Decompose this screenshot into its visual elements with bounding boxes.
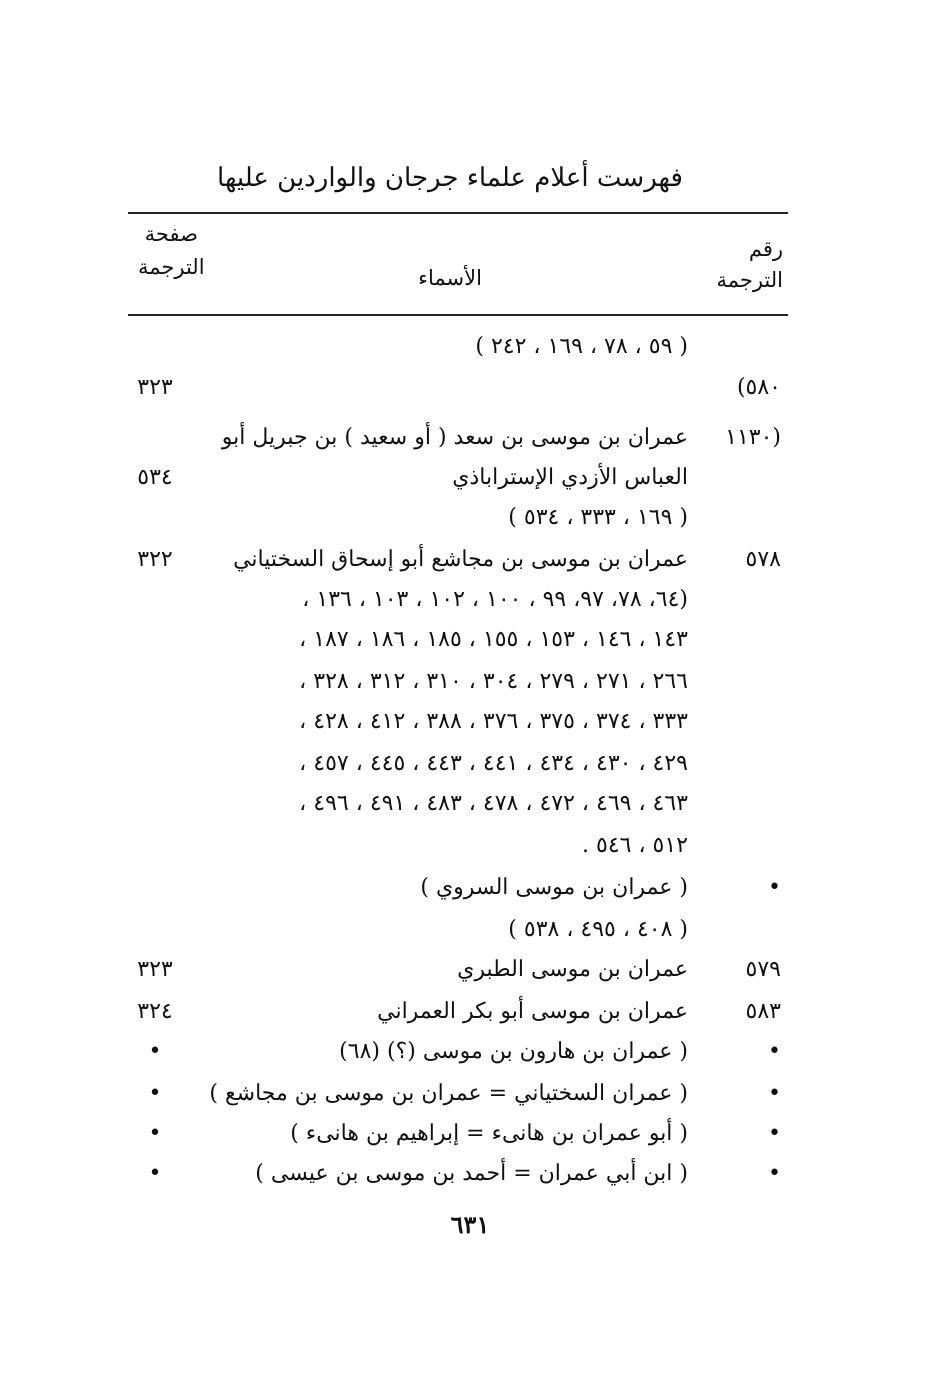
table-row [0,1154,943,1194]
entry-text: ٤٢٩ ، ٤٣٠ ، ٤٣٤ ، ٤٤١ ، ٤٤٣ ، ٤٤٥ ، ٤٥٧ ، [299,751,688,776]
column-header-number-line1: رقم [748,237,783,261]
entry-text: ٣٣٣ ، ٣٧٤ ، ٣٧٥ ، ٣٧٦ ، ٣٨٨ ، ٤١٢ ، ٤٢٨ ، [299,709,688,734]
entry-page: ٣٢٢ [137,547,173,572]
table-row [0,992,943,1032]
table-row [0,910,943,950]
column-header-names: الأسماء [418,266,482,290]
table-row [0,868,943,908]
table-row [0,1114,943,1154]
entry-page: ٣٢٤ [137,999,173,1024]
entry-text: ( أبو عمران بن هانىء = إبراهيم بن هانىء ) [290,1121,688,1146]
entry-page: • [148,1161,162,1186]
table-row [0,620,943,660]
entry-number: ٥٧٨ [745,547,781,572]
entry-text: ١٤٣ ، ١٤٦ ، ١٥٣ ، ١٥٥ ، ١٨٥ ، ١٨٦ ، ١٨٧ ، [299,627,688,652]
entry-number: • [768,875,781,900]
table-row [0,784,943,824]
entry-number: • [768,1039,781,1064]
page-number: ٦٣١ [450,1210,490,1239]
entry-text: ( عمران السختياني = عمران بن موسى بن مجاشع ) [209,1081,688,1106]
entry-number: ٥٨٠) [736,375,781,400]
entry-text: عمران بن موسى الطبري [457,957,688,982]
table-row [0,662,943,702]
table-row [0,418,943,458]
header-top-rule [128,212,788,214]
entry-number: • [768,1081,781,1106]
entry-text: ٢٦٦ ، ٢٧١ ، ٢٧٩ ، ٣٠٤ ، ٣١٠ ، ٣١٢ ، ٣٢٨ ، [299,669,688,694]
table-row [0,1032,943,1072]
entry-text: ( ١٦٩ ، ٣٣٣ ، ٥٣٤ ) [508,505,688,530]
entry-text: ٥١٢ ، ٥٤٦ . [582,833,688,858]
table-row [0,498,943,538]
entry-text: ( ابن أبي عمران = أحمد بن موسى بن عيسى ) [255,1161,688,1186]
table-row [0,744,943,784]
column-header-number-line2: الترجمة [716,268,783,293]
table-row [0,580,943,620]
entry-page: • [148,1039,162,1064]
entry-text: عمران بن موسى بن مجاشع أبو إسحاق السختياني [233,547,688,572]
entry-text: ( عمران بن موسى السروي ) [420,875,688,900]
table-row [0,826,943,866]
table-row [0,458,943,498]
entry-text: ٤٦٣ ، ٤٦٩ ، ٤٧٢ ، ٤٧٨ ، ٤٨٣ ، ٤٩١ ، ٤٩٦ ، [299,791,688,816]
entry-number: • [768,1121,781,1146]
table-row [0,327,943,367]
entry-text: ( ٥٩ ، ٧٨ ، ١٦٩ ، ٢٤٢ ) [475,334,688,359]
entry-text: العباس الأزدي الإستراباذي [452,465,688,490]
entry-text: (٦٤، ٧٨، ٩٧، ٩٩ ، ١٠٠ ، ١٠٢ ، ١٠٣ ، ١٣٦ ، [302,587,688,612]
entry-text: عمران بن موسى أبو بكر العمراني [377,999,688,1024]
entry-page: ٣٢٣ [137,957,173,982]
entry-number: (١١٣٠ [725,425,781,450]
table-row [0,368,943,408]
entry-number: ٥٧٩ [745,957,781,982]
entry-text: ( ٤٠٨ ، ٤٩٥ ، ٥٣٨ ) [508,917,688,942]
entry-text: عمران بن موسى بن سعد ( أو سعيد ) بن جبريل أبو [221,425,688,450]
table-row [0,540,943,580]
entry-page: ٥٣٤ [137,465,173,490]
entry-number: ٥٨٣ [745,999,781,1024]
table-row [0,1074,943,1114]
column-header-page [138,222,205,288]
header-bottom-rule [128,314,788,316]
entry-page: • [148,1081,162,1106]
column-header-page-line1: صفحة [144,222,198,246]
entry-page: ٣٢٣ [137,375,173,400]
entry-text: ( عمران بن هارون بن موسى (؟) (٦٨) [339,1039,688,1064]
table-row [0,702,943,742]
entry-number: • [768,1161,781,1186]
column-header-page-line2: الترجمة [138,255,205,280]
entry-page: • [148,1121,162,1146]
page-title: فهرست أعلام علماء جرجان والواردين عليها [217,163,683,193]
table-row [0,950,943,990]
column-header-number [716,237,783,299]
